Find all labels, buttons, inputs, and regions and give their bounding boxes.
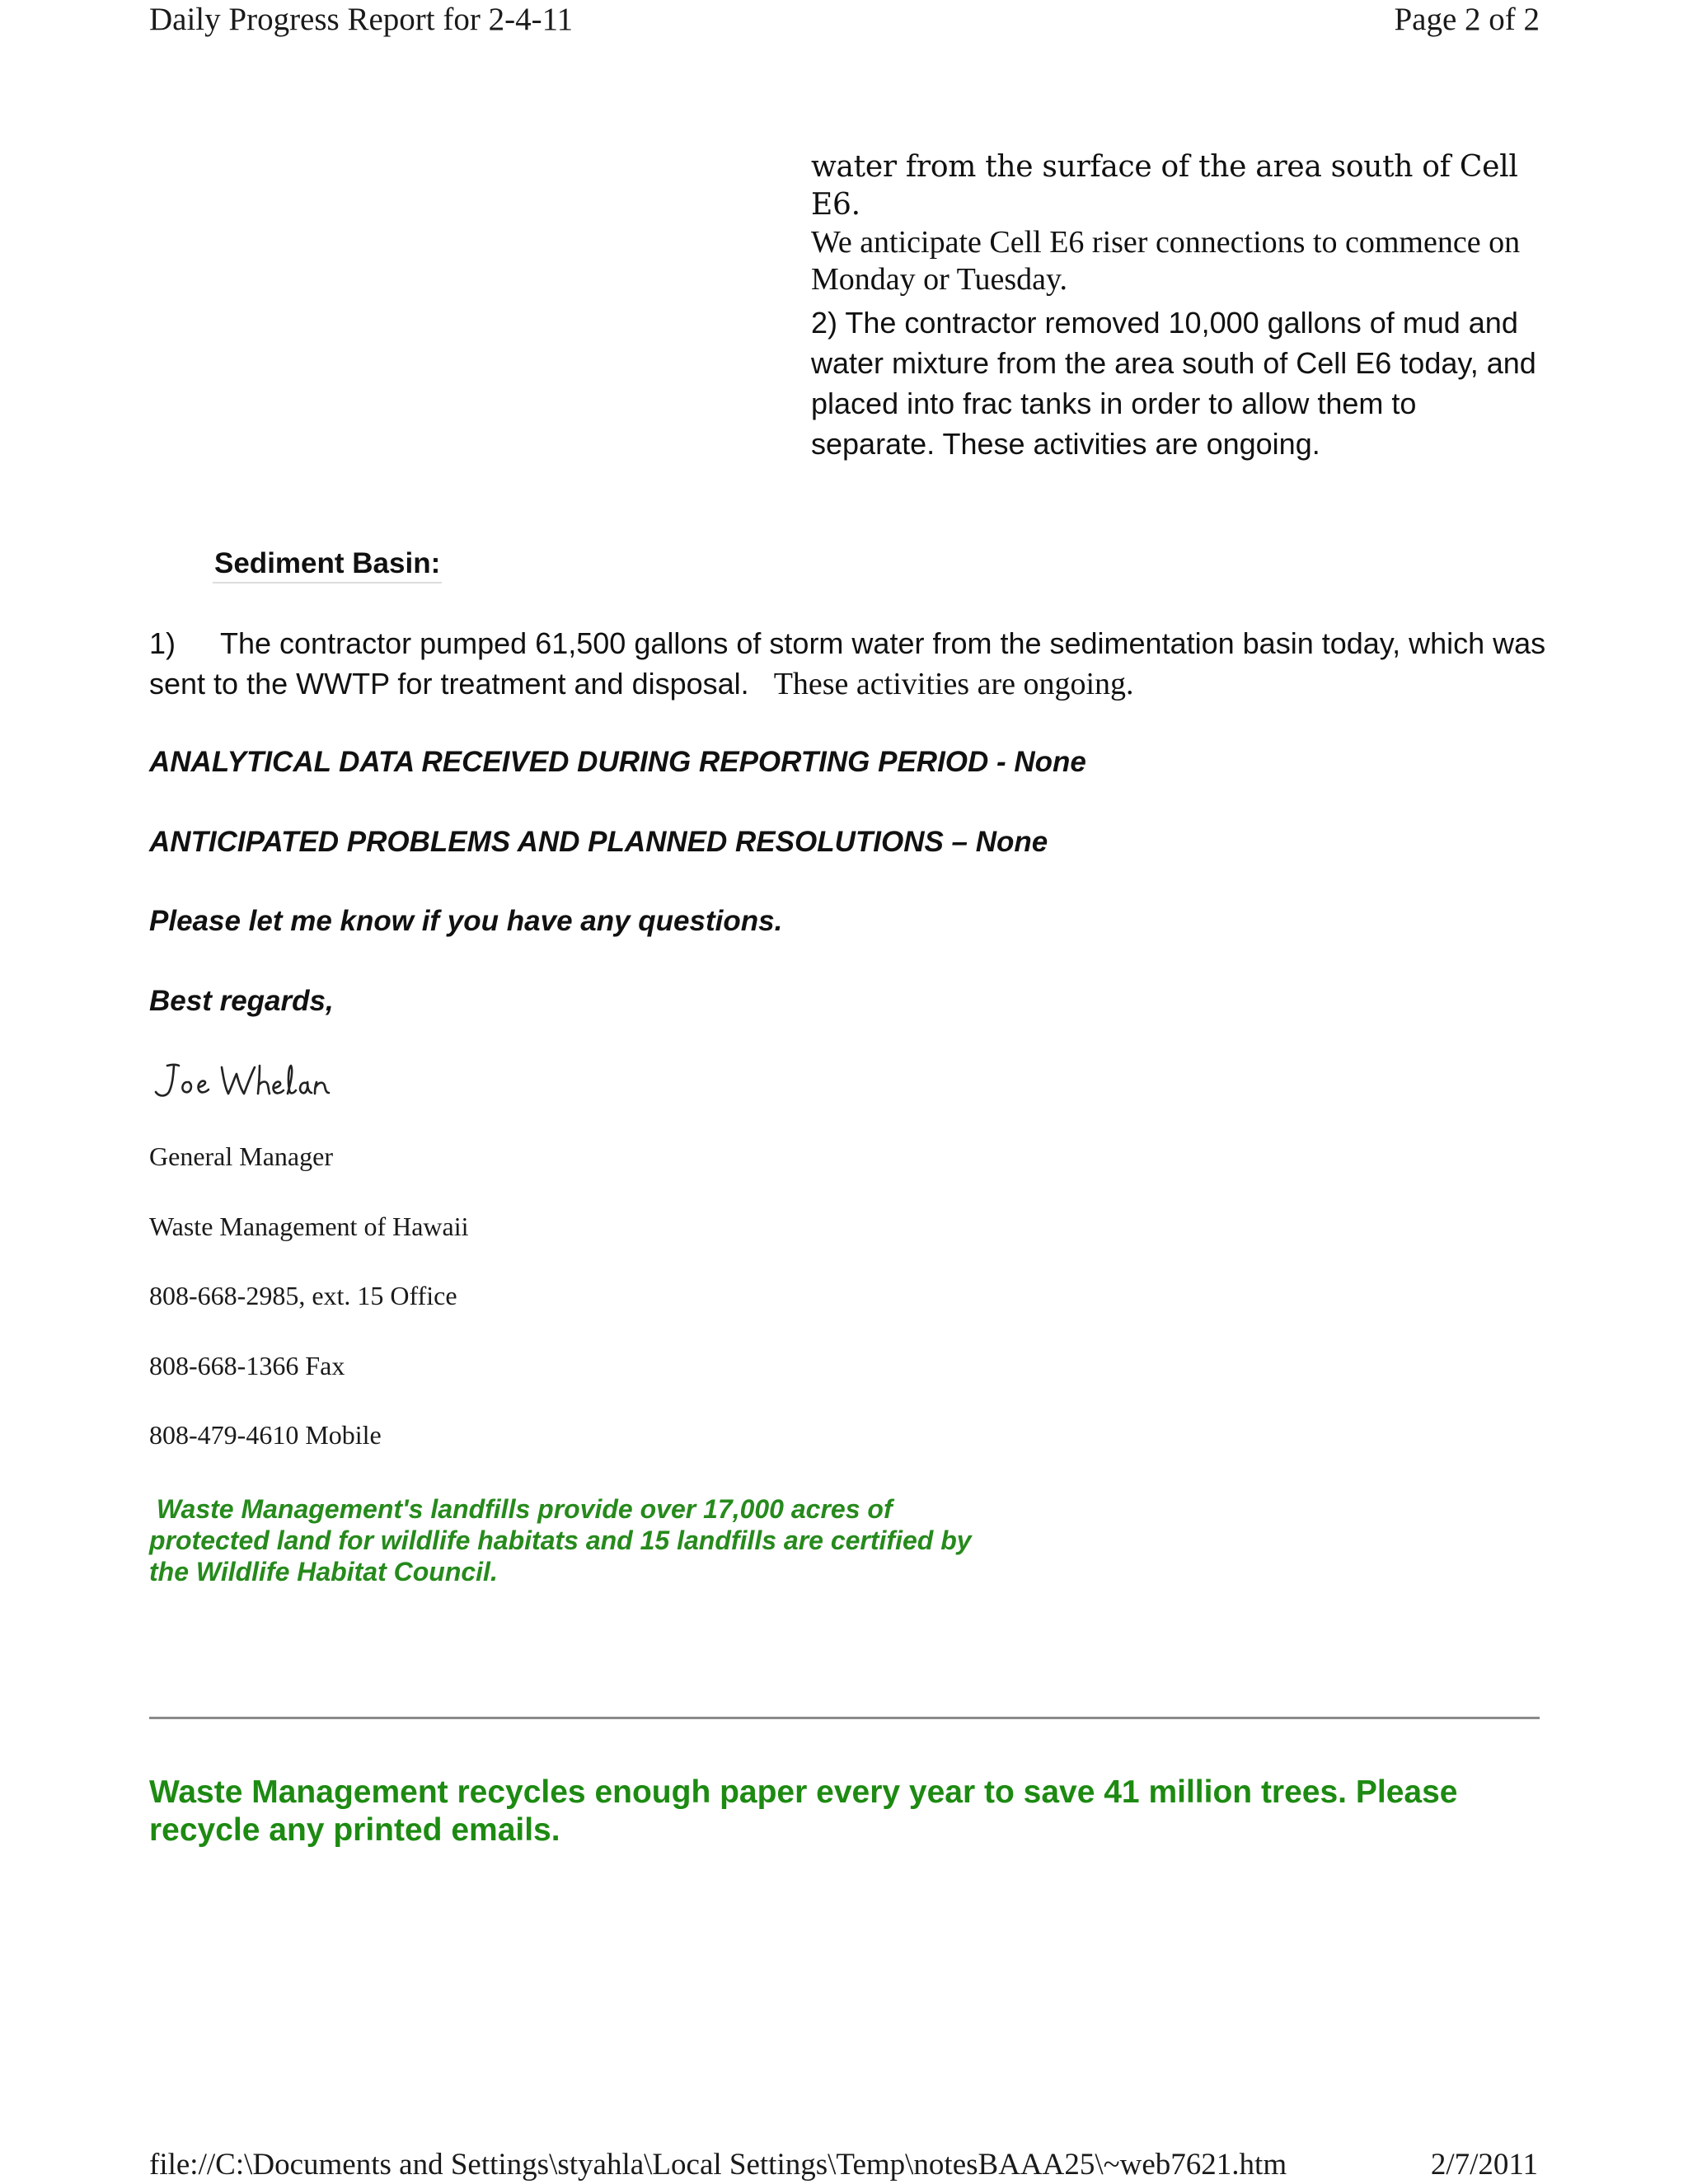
contact-mobile-phone: 808-479-4610 Mobile <box>149 1420 382 1450</box>
anticipated-problems-line: ANTICIPATED PROBLEMS AND PLANNED RESOLUTIONS – None <box>149 826 1048 858</box>
page-number: Page 2 of 2 <box>1394 2 1540 37</box>
sediment-item-tail: These activities are ongoing. <box>773 667 1134 701</box>
horizontal-divider <box>149 1717 1540 1719</box>
continued-paragraph-rest: We anticipate Cell E6 riser connections to commence on Monday or Tuesday. <box>811 225 1521 297</box>
recycle-note: Waste Management recycles enough paper every year to save 41 million trees. Please recycle any printed emails. <box>149 1774 1458 1848</box>
analytical-data-line: ANALYTICAL DATA RECEIVED DURING REPORTING PERIOD - None <box>149 746 1086 778</box>
sediment-item-number: 1) <box>149 626 176 660</box>
footer-date: 2/7/2011 <box>1430 2148 1538 2182</box>
progress-item-2: 2) The contractor removed 10,000 gallons of mud and water mixture from the area south of Cell E6 today, and placed into frac tanks in order to allow them to separate. These activities are ongoing. <box>811 306 1536 461</box>
sediment-item-text: The contractor pumped 61,500 gallons of storm water from the sedimentation basin today, which was sent to the WWTP for treatment and disposal. <box>149 626 1546 701</box>
sediment-basin-heading: Sediment Basin: <box>213 546 442 583</box>
sediment-basin-item-1 <box>149 623 1567 705</box>
contact-fax: 808-668-1366 Fax <box>149 1351 345 1380</box>
continued-paragraph <box>811 148 1553 298</box>
closing-regards: Best regards, <box>149 985 334 1017</box>
signature-image <box>149 1057 339 1107</box>
report-header-title: Daily Progress Report for 2-4-11 <box>149 2 574 37</box>
questions-line: Please let me know if you have any questions. <box>149 905 783 937</box>
contact-office-phone: 808-668-2985, ext. 15 Office <box>149 1281 457 1310</box>
contact-company: Waste Management of Hawaii <box>149 1212 469 1241</box>
wildlife-habitat-note: Waste Management's landfills provide over 17,000 acres of protected land for wildlife habitats and 15 landfills are certified by the Wildlife Habitat Council. <box>149 1494 979 1586</box>
footer-file-path: file://C:\Documents and Settings\styahla\Local Settings\Temp\notesBAAA25\~web7621.htm <box>149 2148 1287 2182</box>
continued-paragraph-line1: water from the surface of the area south of Cell E6. <box>811 150 1518 222</box>
contact-job-title: General Manager <box>149 1141 333 1171</box>
